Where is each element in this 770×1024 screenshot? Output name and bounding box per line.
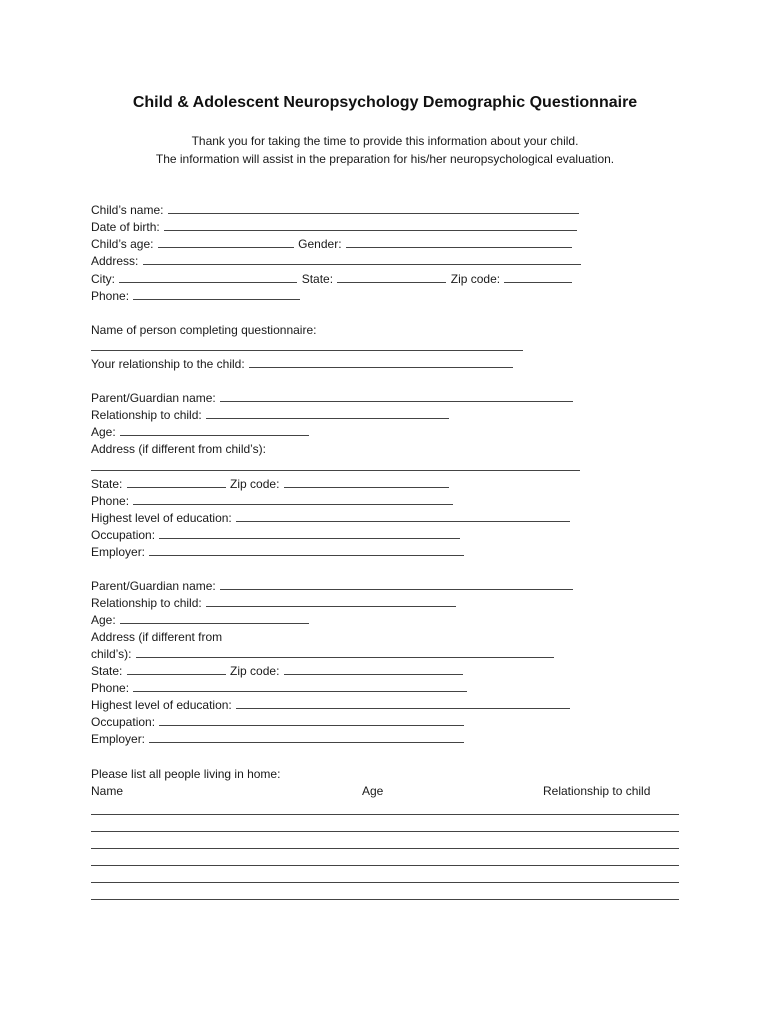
guardian1-phone-field[interactable] <box>133 494 453 505</box>
guardian2-name-label: Parent/Guardian name: <box>91 579 216 593</box>
guardian1-employer-field[interactable] <box>149 545 464 556</box>
child-phone-row <box>91 288 301 305</box>
guardian2-occupation-row <box>91 714 465 731</box>
guardian2-age-label: Age: <box>91 613 116 627</box>
guardian2-employer-label: Employer: <box>91 732 146 746</box>
guardian1-occupation-label: Occupation: <box>91 528 156 542</box>
guardian2-zip-field[interactable] <box>284 664 463 675</box>
guardian2-relationship-row <box>91 595 457 612</box>
guardian1-state-label: State: <box>91 477 123 491</box>
child-age-gender-row <box>91 236 573 253</box>
guardian1-name-row <box>91 390 574 407</box>
guardian1-relationship-row <box>91 407 450 424</box>
guardian1-relationship-label: Relationship to child: <box>91 408 202 422</box>
guardian1-address-field[interactable] <box>91 470 580 471</box>
guardian1-age-label: Age: <box>91 425 116 439</box>
household-row-2[interactable] <box>91 831 679 832</box>
guardian2-name-field[interactable] <box>220 579 573 590</box>
household-col-name: Name <box>91 784 124 798</box>
child-address-row <box>91 253 582 270</box>
guardian1-name-label: Parent/Guardian name: <box>91 391 216 405</box>
child-phone-label: Phone: <box>91 289 130 303</box>
guardian2-state-field[interactable] <box>127 664 226 675</box>
guardian2-phone-label: Phone: <box>91 681 130 695</box>
child-name-field[interactable] <box>168 203 579 214</box>
guardian1-address-label: Address (if different from child’s): <box>91 442 266 456</box>
child-name-row <box>91 202 580 219</box>
completer-relationship-field[interactable] <box>249 357 513 368</box>
guardian1-zip-field[interactable] <box>284 477 449 488</box>
guardian1-employer-row <box>91 544 465 561</box>
guardian1-education-row <box>91 510 571 527</box>
household-row-6[interactable] <box>91 899 679 900</box>
page-title: Child & Adolescent Neuropsychology Demographic Questionnaire <box>132 94 638 111</box>
guardian2-name-row <box>91 578 574 595</box>
guardian1-zip-label: Zip code: <box>230 477 280 491</box>
child-gender-label: Gender: <box>298 237 342 251</box>
completer-name-label: Name of person completing questionnaire: <box>91 323 317 337</box>
guardian1-education-label: Highest level of education: <box>91 511 232 525</box>
guardian1-age-row <box>91 424 310 441</box>
guardian1-state-zip-row <box>91 476 450 493</box>
guardian2-state-label: State: <box>91 664 123 678</box>
child-gender-field[interactable] <box>346 237 572 248</box>
guardian2-zip-label: Zip code: <box>230 664 280 678</box>
child-address-label: Address: <box>91 254 139 268</box>
child-city-field[interactable] <box>119 272 297 283</box>
child-zip-label: Zip code: <box>450 272 501 286</box>
guardian2-address-label-1: Address (if different from <box>91 630 223 644</box>
guardian2-age-row <box>91 612 310 629</box>
guardian2-employer-row <box>91 731 465 748</box>
household-col-age: Age <box>362 784 384 798</box>
child-city-row <box>91 271 573 288</box>
guardian2-relationship-field[interactable] <box>206 596 456 607</box>
guardian2-address-label-2: child’s): <box>91 647 132 661</box>
guardian2-education-field[interactable] <box>236 698 570 709</box>
child-address-field[interactable] <box>143 254 581 265</box>
child-dob-field[interactable] <box>164 220 577 231</box>
household-row-4[interactable] <box>91 865 679 866</box>
child-dob-row <box>91 219 578 236</box>
child-zip-field[interactable] <box>504 272 572 283</box>
child-state-field[interactable] <box>337 272 446 283</box>
guardian2-state-zip-row <box>91 663 464 680</box>
completer-relationship-label: Your relationship to the child: <box>91 357 245 371</box>
guardian2-employer-field[interactable] <box>149 732 464 743</box>
completer-name-field[interactable] <box>91 350 523 351</box>
guardian1-occupation-row <box>91 527 461 544</box>
household-col-relationship: Relationship to child <box>543 784 651 798</box>
guardian2-address-row <box>91 646 555 663</box>
guardian2-age-field[interactable] <box>120 613 309 624</box>
guardian1-age-field[interactable] <box>120 425 309 436</box>
guardian1-occupation-field[interactable] <box>159 528 460 539</box>
intro-line-1: Thank you for taking the time to provide this information about your child. <box>191 134 579 148</box>
intro-text <box>0 132 770 168</box>
household-row-3[interactable] <box>91 848 679 849</box>
guardian2-phone-field[interactable] <box>133 681 467 692</box>
guardian1-employer-label: Employer: <box>91 545 146 559</box>
child-age-field[interactable] <box>158 237 294 248</box>
guardian1-phone-row <box>91 493 454 510</box>
completer-relationship-row <box>91 356 514 373</box>
guardian1-relationship-field[interactable] <box>206 408 449 419</box>
intro-line-2: The information will assist in the preparation for his/her neuropsychological evaluation. <box>155 152 615 166</box>
guardian2-education-label: Highest level of education: <box>91 698 232 712</box>
guardian1-education-field[interactable] <box>236 511 570 522</box>
guardian2-education-row <box>91 697 571 714</box>
guardian2-address-field[interactable] <box>136 647 554 658</box>
guardian1-name-field[interactable] <box>220 391 573 402</box>
guardian1-state-field[interactable] <box>127 477 226 488</box>
child-city-label: City: <box>91 272 115 286</box>
guardian2-relationship-label: Relationship to child: <box>91 596 202 610</box>
household-row-1[interactable] <box>91 814 679 815</box>
household-row-5[interactable] <box>91 882 679 883</box>
household-prompt: Please list all people living in home: <box>91 767 281 781</box>
guardian2-occupation-label: Occupation: <box>91 715 156 729</box>
child-dob-label: Date of birth: <box>91 220 160 234</box>
child-age-label: Child’s age: <box>91 237 154 251</box>
guardian2-phone-row <box>91 680 468 697</box>
guardian1-phone-label: Phone: <box>91 494 130 508</box>
child-name-label: Child’s name: <box>91 203 164 217</box>
guardian2-occupation-field[interactable] <box>159 715 464 726</box>
child-phone-field[interactable] <box>133 289 300 300</box>
child-state-label: State: <box>301 272 334 286</box>
